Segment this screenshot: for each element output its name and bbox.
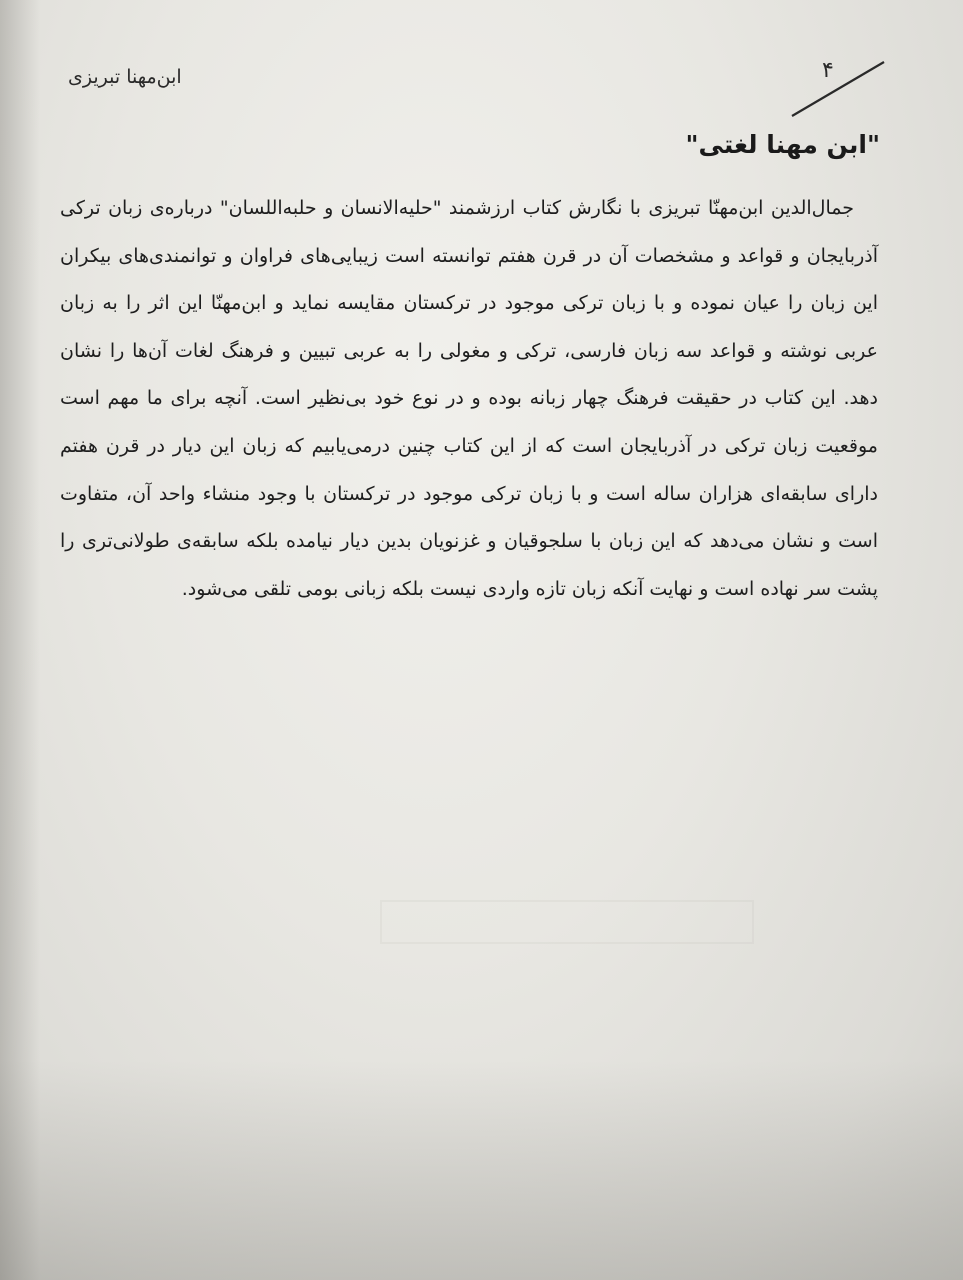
running-header-author: ابن‌مهنا تبریزی (68, 66, 182, 88)
section-title: "ابن مهنا لغتی" (685, 130, 880, 159)
page-number: ۴ (822, 58, 834, 83)
page-corner-line (790, 60, 890, 120)
page-bottom-shadow (0, 1060, 963, 1280)
bleed-through-shadow (380, 900, 754, 944)
body-paragraph: جمال‌الدین ابن‌مهنّا تبریزی با نگارش کتاب ارزشمند "حلیه‌الانسان و حلبه‌اللسان" درباره‌ی زبان ترکی آذربایجان و قواعد و مشخصات آن در قرن هفتم توانسته است زیبایی‌های فراوان و توانمندی‌های بیکران این زبان را عیان نموده و با زبان ترکی موجود در ترکستان مقایسه نماید و ابن‌مهنّا این اثر را به زبان عربی نوشته و قواعد سه زبان فارسی، ترکی و مغولی را به عربی تبیین و فرهنگ لغات آن‌ها را نشان دهد. این کتاب در حقیقت فرهنگ چهار زبانه بوده و در نوع خود بی‌نظیر است. آنچه برای ما مهم است موقعیت زبان ترکی در آذربایجان است که از این کتاب چنین درمی‌یابیم که زبان این دیار در قرن هفتم دارای سابقه‌ای هزاران ساله است و با زبان ترکی موجود در ترکستان با وجود منشاء واحد آن، متفاوت است و نشان می‌دهد که این زبان با سلجوقیان و غزنویان بدین دیار نیامده بلکه سابقه‌ی طولانی‌تری را پشت سر نهاده است و نهایت آنکه زبان تازه واردی نیست بلکه زبانی بومی تلقی می‌شود. (60, 197, 878, 600)
